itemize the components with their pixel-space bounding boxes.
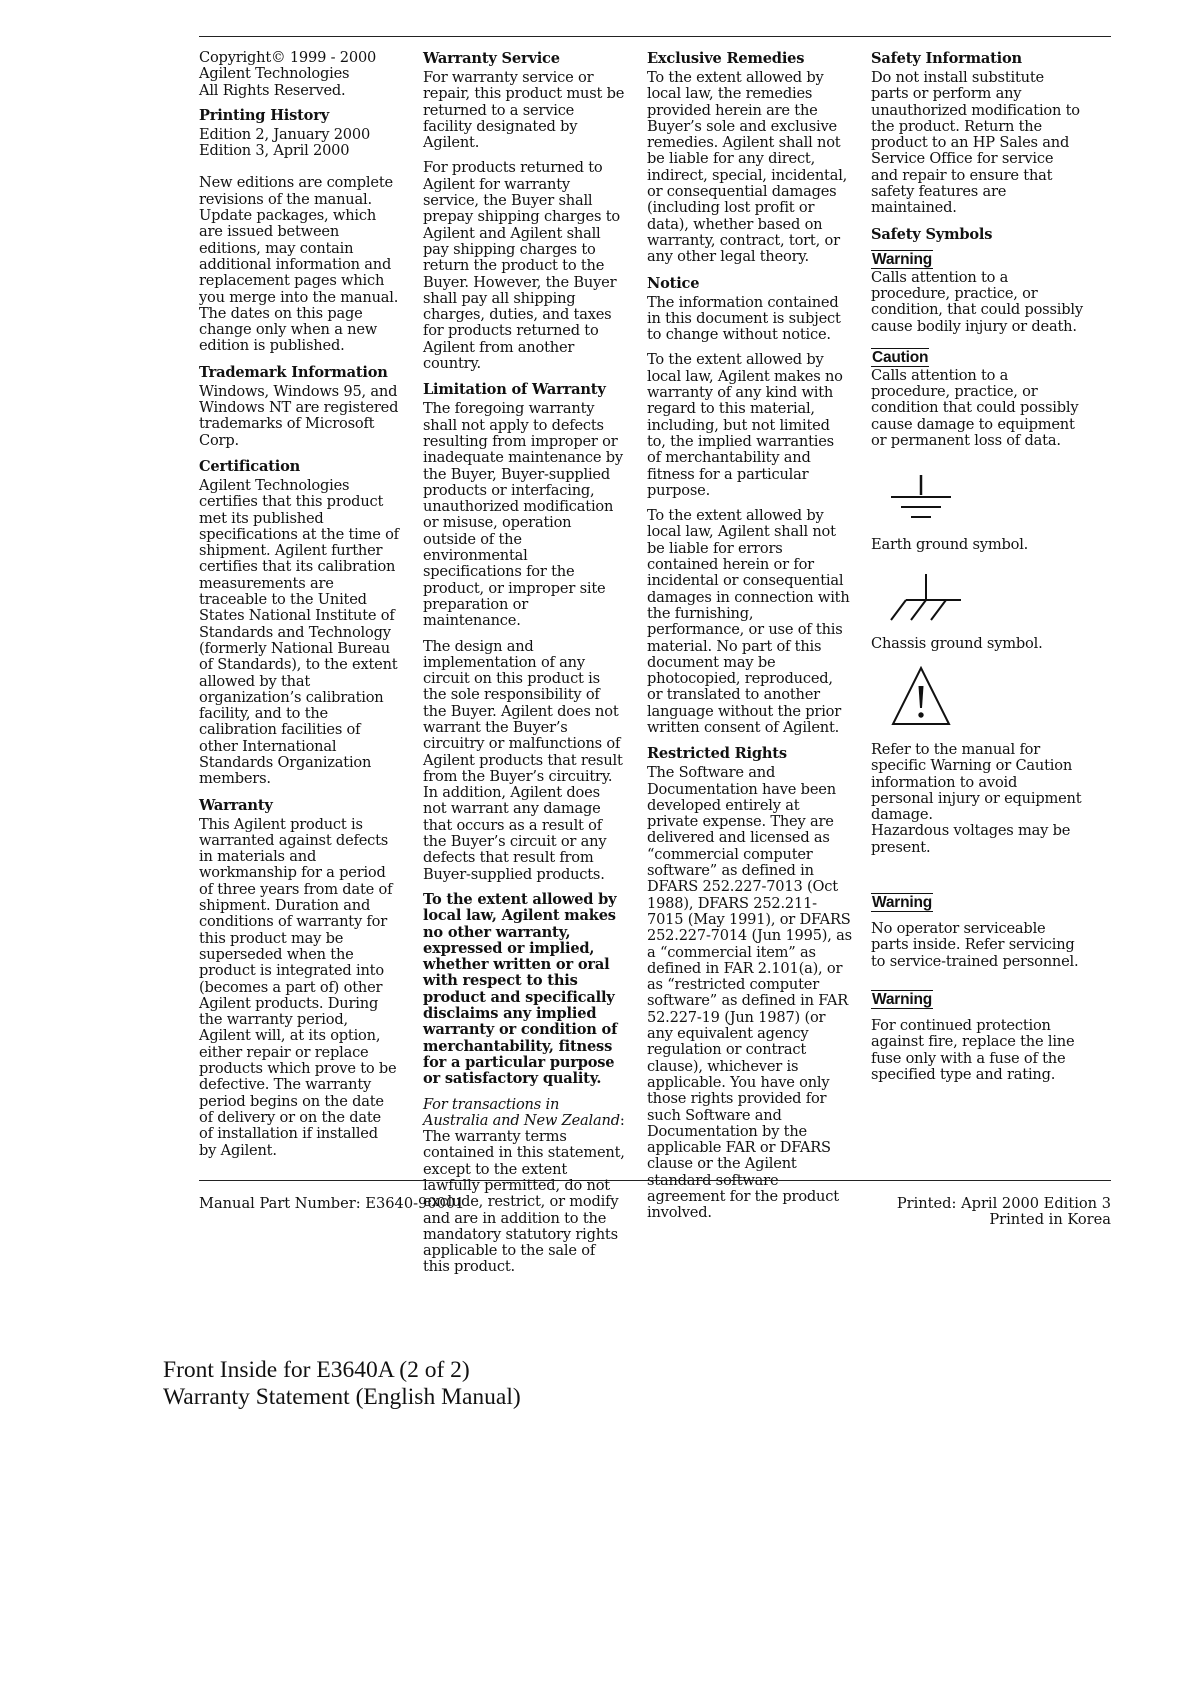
warning-paragraph: Calls attention to a procedure, practice, or condition, that could possibly cause bodily injury or death.	[871, 268, 1083, 335]
disclaimer-bold: To the extent allowed by local law, Agilent makes no other warranty, expressed or implied, whether written or oral with respect to this product and specifically disclaims any implied warranty or condition of merchantability, fitness for a particular purpose or satisfactory quality.	[423, 890, 618, 1088]
notice-heading: Notice	[647, 274, 700, 292]
safety-paragraph: Do not install substitute parts or perform any unauthorized modification to the product. Return the product to an HP Sales and Service Office for service and repair to ensure that safety features are maintained.	[871, 69, 1080, 217]
printing-history-heading: Printing History	[199, 106, 329, 124]
warning-label-3: Warning	[872, 990, 933, 1008]
warranty-service-heading: Warranty Service	[423, 50, 560, 67]
printed-date: Printed: April 2000 Edition 3	[896, 1195, 1111, 1212]
certification-paragraph: Agilent Technologies certifies that this product met its published specifications at the time of shipment. Agilent further certifies that its calibration measurements are traceable to the United States National Institute of Standards and Technology (formerly National Bureau of Standards), to the extent allowed by that organization’s calibration facility, and to the calibration facilities of other International Standards Organization members.	[199, 476, 399, 788]
editions-paragraph: New editions are complete revisions of the manual. Update packages, which are issued between editions, may contain additional information and replacement pages which you merge into the manual. The dates on this page change only when a new edition is published.	[199, 174, 399, 355]
notice-p2: To the extent allowed by local law, Agilent makes no warranty of any kind with regard to this material, including, but not limited to, the implied warranties of merchantability and fitness for a particular purpose.	[647, 351, 843, 499]
restricted-rights-paragraph: The Software and Documentation have been developed entirely at private expense. They are delivered and licensed as “commercial computer software” as defined in DFARS 252.227-7013 (Oct 1988), DFARS 252.211-7015 (May 1991), or DFARS 252.227-7014 (Jun 1995), as a “commercial item” as defined in FAR 2.101(a), or as “restricted computer software” as defined in FAR 52.227-19 (Jun 1987) (or any equivalent agency regulation or contract clause), whichever is applicable. You have only those rights provided for such Software and Documentation by the applicable FAR or DFARS clause or the Agilent standard software agreement for the product involved.	[647, 764, 852, 1222]
australia-italic: For transactions in Australia and New Zealand	[423, 1095, 620, 1129]
warning-triangle-icon	[891, 666, 971, 728]
trademark-heading: Trademark Information	[199, 363, 388, 381]
remedies-heading: Exclusive Remedies	[647, 50, 805, 67]
warranty-service-p2: For products returned to Agilent for warranty service, the Buyer shall prepay shipping charges to Agilent and Agilent shall pay shipping charges to return the product to the Buyer. However, the Buyer shall pay all shipping charges, duties, and taxes for products returned to Agilent from another country.	[423, 159, 620, 373]
hazard-text: Hazardous voltages may be present.	[871, 822, 1071, 856]
warning-label-2: Warning	[872, 894, 933, 912]
caution-paragraph: Calls attention to a procedure, practice, or condition that could possibly cause damage to equipment or permanent loss of data.	[871, 366, 1079, 450]
safety-heading: Safety Information	[871, 50, 1022, 67]
refer-paragraph	[871, 742, 1083, 856]
chassis-ground-caption: Chassis ground symbol.	[871, 634, 1043, 652]
chassis-ground-icon	[881, 570, 961, 630]
company-name: Agilent Technologies	[199, 65, 350, 83]
column-3	[647, 50, 852, 1231]
warranty-heading: Warranty	[199, 796, 273, 814]
australia-text: : The warranty terms contained in this statement, except to the extent lawfully permitted, do not exclude, restrict, or modify and are in addition to the mandatory statutory rights applicable to the sale of this product.	[423, 1111, 625, 1276]
copyright-line: Copyright© 1999 - 2000	[199, 49, 377, 66]
notice-p3: To the extent allowed by local law, Agilent shall not be liable for errors contained herein or for incidental or consequential damages in connection with the furnishing, performance, or use of this material. No part of this document may be photocopied, reproduced, or translated to another language without the prior written consent of Agilent.	[647, 507, 850, 736]
edition-2: Edition 2, January 2000	[199, 125, 371, 143]
restricted-rights-heading: Restricted Rights	[647, 745, 787, 763]
caption-line-1: Front Inside for E3640A (2 of 2)	[163, 1357, 470, 1383]
warning-paragraph-3: For continued protection against fire, replace the line fuse only with a fuse of the specified type and rating.	[871, 1016, 1075, 1083]
safety-symbols-heading: Safety Symbols	[871, 225, 993, 243]
remedies-paragraph: To the extent allowed by local law, the remedies provided herein are the Buyer’s sole and exclusive remedies. Agilent shall not be liable for any direct, indirect, special, incidental, or consequential damages (including lost profit or data), whether based on warranty, contract, tort, or any other legal theory.	[647, 69, 848, 266]
certification-heading: Certification	[199, 457, 301, 475]
bottom-rule	[199, 1180, 1111, 1181]
refer-text: Refer to the manual for specific Warning or Caution information to avoid personal injury or equipment damage.	[871, 740, 1082, 824]
page-caption	[163, 1357, 521, 1411]
column-2	[423, 50, 625, 1285]
edition-3: Edition 3, April 2000	[199, 142, 350, 160]
column-1	[199, 50, 399, 1168]
caution-label: Caution	[872, 348, 929, 366]
warning-paragraph-2: No operator serviceable parts inside. Refer servicing to service-trained personnel.	[871, 920, 1079, 970]
earth-ground-icon	[891, 469, 971, 529]
australia-paragraph	[423, 1097, 625, 1276]
earth-ground-caption: Earth ground symbol.	[871, 536, 1029, 554]
warning-label: Warning	[872, 250, 933, 268]
warranty-service-p1: For warranty service or repair, this product must be returned to a service facility designated by Agilent.	[423, 69, 625, 152]
warranty-paragraph: This Agilent product is warranted against defects in materials and workmanship for a period of three years from date of shipment. Duration and conditions of warranty for this product may be superseded when the product is integrated into (becomes a part of) other Agilent products. During the warranty period, Agilent will, at its option, either repair or replace products which prove to be defective. The warranty period begins on the date of delivery or on the date of installation if installed by Agilent.	[199, 815, 397, 1159]
top-rule	[199, 36, 1111, 37]
rights-line: All Rights Reserved.	[199, 81, 346, 99]
caption-line-2: Warranty Statement (English Manual)	[163, 1384, 521, 1410]
notice-p1: The information contained in this document is subject to change without notice.	[647, 293, 841, 344]
printed-location: Printed in Korea	[989, 1211, 1111, 1229]
limitation-p2: The design and implementation of any circuit on this product is the sole responsibility of the Buyer. Agilent does not warrant the Buyer’s circuitry or malfunctions of Agilent products that result from the Buyer’s circuitry. In addition, Agilent does not warrant any damage that occurs as a result of the Buyer’s circuit or any defects that result from Buyer-supplied products.	[423, 637, 623, 883]
column-4	[871, 50, 1083, 1092]
limitation-p1: The foregoing warranty shall not apply to defects resulting from improper or inadequate maintenance by the Buyer, Buyer-supplied products or interfacing, unauthorized modification or misuse, operation outside of the environmental specifications for the product, or improper site preparation or maintenance.	[423, 400, 623, 630]
manual-part-number: Manual Part Number: E3640-90001	[199, 1195, 465, 1212]
trademark-paragraph: Windows, Windows 95, and Windows NT are registered trademarks of Microsoft Corp.	[199, 382, 399, 449]
printed-info	[897, 1196, 1111, 1229]
limitation-heading: Limitation of Warranty	[423, 381, 606, 399]
